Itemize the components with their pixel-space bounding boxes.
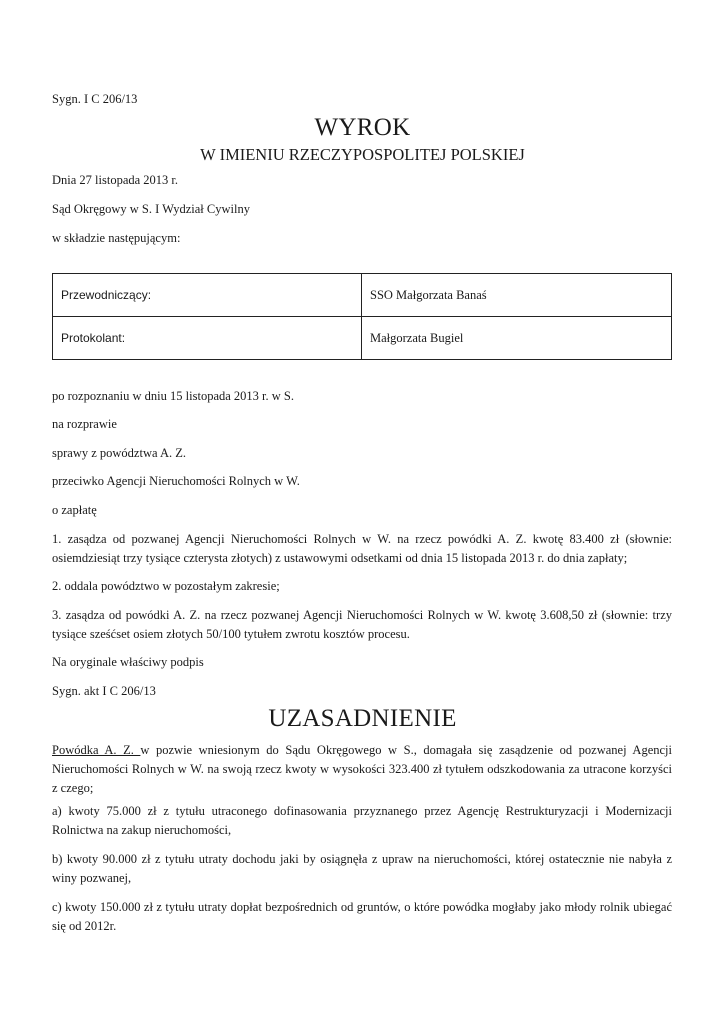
ruling-2: 2. oddala powództwo w pozostałym zakresie;	[52, 579, 280, 593]
case-signature: Sygn. I C 206/13	[52, 92, 138, 106]
person-cell: SSO Małgorzata Banaś	[362, 274, 672, 317]
court-name: Sąd Okręgowy w S. I Wydział Cywilny	[52, 202, 250, 216]
original-signature-note: Na oryginale właściwy podpis	[52, 655, 204, 669]
justification-lead	[52, 741, 672, 798]
table-row	[53, 274, 672, 317]
subject-line: o zapłatę	[52, 503, 97, 517]
claim-b: b) kwoty 90.000 zł z tytułu utraty dochodu jaki by osiągnęła z upraw na nieruchomości, której ostatecznie nie nabyła z winy pozwanej,	[52, 852, 672, 885]
justification-lead-text: w pozwie wniesionym do Sądu Okręgowego w S., domagała się zasądzenie od pozwanej Agencji Nieruchomości Rolnych w W. na swoją rzecz kwoty w wysokości 323.400 zł tytułem odszkodowania za utracone korzyści z czego;	[52, 743, 673, 795]
proceeding-date: po rozpoznaniu w dniu 15 listopada 2013 r. w S.	[52, 389, 294, 403]
defendant-line: przeciwko Agencji Nieruchomości Rolnych w W.	[52, 474, 300, 488]
role-cell: Protokolant:	[53, 317, 362, 360]
claim-a: a) kwoty 75.000 zł z tytułu utraconego dofinasowania przyznanego przez Agencję Restrukturyzacji i Modernizacji Rolnictwa na zakup nieruchomości,	[52, 804, 672, 837]
justification-title: UZASADNIENIE	[268, 705, 457, 732]
court-composition-table	[52, 273, 672, 360]
table-row	[53, 317, 672, 360]
verdict-date: Dnia 27 listopada 2013 r.	[52, 173, 179, 187]
ruling-3: 3. zasądza od powódki A. Z. na rzecz pozwanej Agencji Nieruchomości Rolnych w W. kwotę 3.608,50 zł (słownie: trzy tysiące sześćset osiem złotych 50/100 tytułem zwrotu kosztów procesu.	[52, 608, 672, 641]
proceeding-type: na rozprawie	[52, 417, 117, 431]
role-cell: Przewodniczący:	[53, 274, 362, 317]
person-cell: Małgorzata Bugiel	[362, 317, 672, 360]
plaintiff-name-underlined: Powódka A. Z.	[52, 743, 141, 757]
verdict-title: WYROK	[314, 114, 411, 141]
plaintiff-line: sprawy z powództwa A. Z.	[52, 446, 186, 460]
composition-intro: w składzie następującym:	[52, 231, 181, 245]
claim-c: c) kwoty 150.000 zł z tytułu utraty dopłat bezpośrednich od gruntów, o które powódka mogłaby jako młody rolnik ubiegać się od 2012r.	[52, 900, 672, 933]
ruling-1: 1. zasądza od pozwanej Agencji Nieruchomości Rolnych w W. na rzecz powódki A. Z. kwotę 83.400 zł (słownie: osiemdziesiąt trzy tysiące czterysta złotych) z ustawowymi odsetkami od dnia 15 listopada 2013 r. do dnia zapłaty;	[52, 532, 672, 565]
verdict-subtitle: W IMIENIU RZECZYPOSPOLITEJ POLSKIEJ	[200, 145, 525, 164]
justification-signature: Sygn. akt I C 206/13	[52, 684, 156, 698]
